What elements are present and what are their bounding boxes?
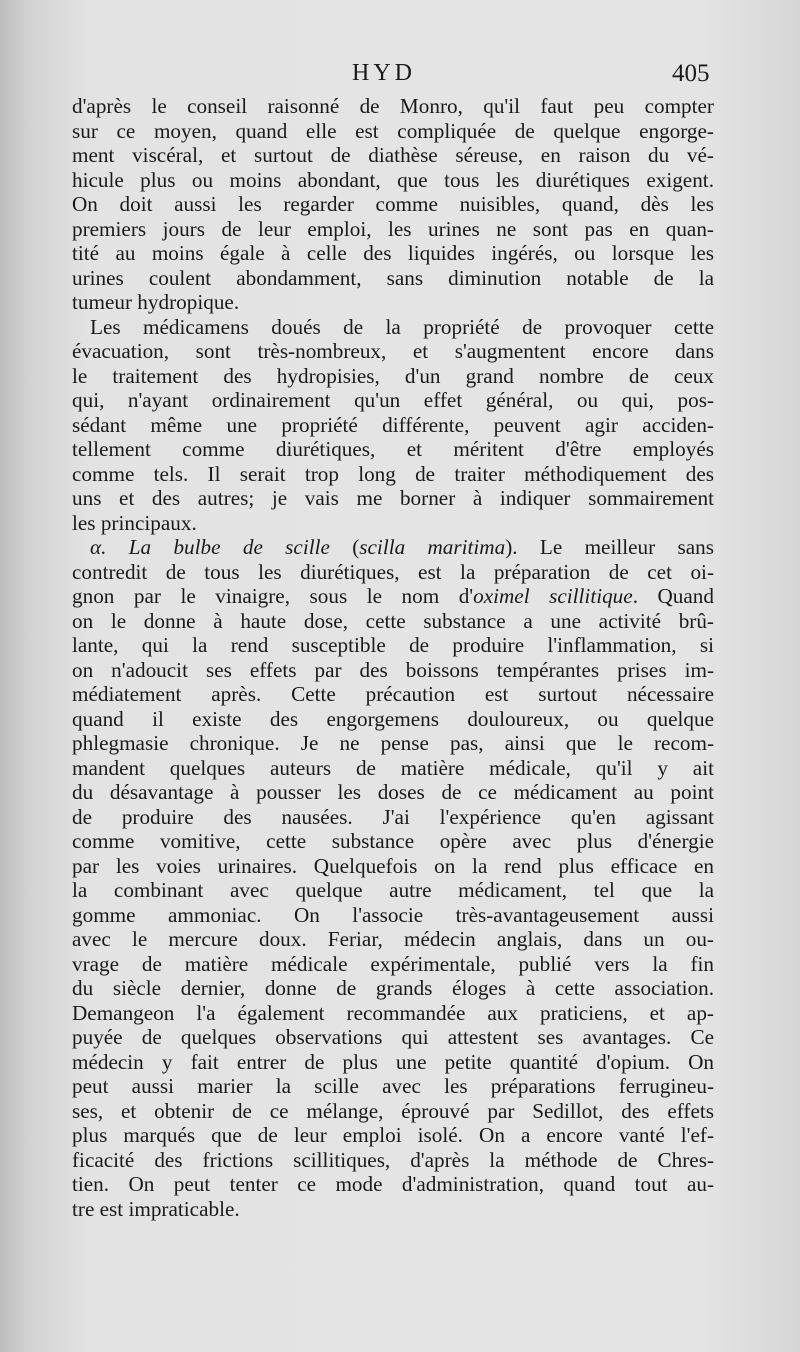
text-line: Demangeon l'a également recommandée aux praticiens, et ap- [72, 1000, 714, 1025]
text-line: α. La bulbe de scille (scilla maritima). Le meilleur sans [90, 535, 714, 559]
paragraph-scille [72, 535, 714, 1221]
text-line: uns et des autres; je vais me borner à indiquer sommairement [72, 486, 714, 510]
text-line: lante, qui la rend susceptible de produire l'inflammation, si [72, 633, 714, 657]
text-line: on le donne à haute dose, cette substance a une activité brû- [72, 608, 714, 633]
text-line: ficacité des frictions scillitiques, d'après la méthode de Chres- [72, 1147, 714, 1172]
oximel-term: oximel scillitique [473, 584, 633, 608]
running-head-title: HYD [352, 60, 416, 86]
item-marker: α. [90, 535, 107, 559]
text-line: Les médicamens doués de la propriété de provoquer cette [90, 314, 714, 339]
text-line: urines coulent abondamment, sans diminution notable de la [72, 265, 714, 290]
text-line: puyée de quelques observations qui attestent ses avantages. Ce [72, 1025, 714, 1049]
running-head [0, 60, 800, 94]
text-line: gomme ammoniac. On l'associe très-avantageusement aussi [72, 902, 714, 927]
text-line: premiers jours de leur emploi, les urines ne sont pas en quan- [72, 216, 714, 241]
paragraph-diuretics [72, 315, 714, 536]
text-line: mandent quelques auteurs de matière médicale, qu'il y ait [72, 755, 714, 780]
text-line: du désavantage à pousser les doses de ce médicament au point [72, 780, 714, 804]
text-line: phlegmasie chronique. Je ne pense pas, ainsi que le recom- [72, 731, 714, 755]
text-line: tumeur hydropique. [72, 290, 240, 314]
text-line: tellement comme diurétiques, et méritent d'être employés [72, 437, 714, 461]
text-line: ses, et obtenir de ce mélange, éprouvé par Sedillot, des effets [72, 1098, 714, 1123]
text-line: d'après le conseil raisonné de Monro, qu'il faut peu compter [72, 94, 714, 118]
text-line: par les voies urinaires. Quelquefois on la rend plus efficace en [72, 853, 714, 878]
text-line: comme vomitive, cette substance opère avec plus d'énergie [72, 829, 714, 853]
text-line: On doit aussi les regarder comme nuisibles, quand, dès les [72, 192, 714, 216]
text-line: tité au moins égale à celle des liquides ingérés, ou lorsque les [72, 241, 714, 265]
text-line: tien. On peut tenter ce mode d'administration, quand tout au- [72, 1172, 714, 1196]
text-line: de produire des nausées. J'ai l'expérience qu'en agissant [72, 804, 714, 829]
text-line: comme tels. Il serait trop long de traiter méthodiquement des [72, 461, 714, 486]
text-line: tre est impraticable. [72, 1196, 240, 1221]
text-line: du siècle dernier, donne de grands éloges à cette association. [72, 976, 714, 1000]
text-line: évacuation, sont très-nombreux, et s'augmentent encore dans [72, 339, 714, 363]
text-line: le traitement des hydropisies, d'un grand nombre de ceux [72, 363, 714, 388]
text-line: vrage de matière médicale expérimentale, publié vers la fin [72, 951, 714, 976]
text-line: peut aussi marier la scille avec les préparations ferrugineu- [72, 1074, 714, 1098]
text-line: sur ce moyen, quand elle est compliquée de quelque engorge- [72, 118, 714, 143]
item-latin-name: scilla maritima [359, 535, 506, 559]
item-title: La bulbe de scille [128, 535, 330, 559]
text-line: ment viscéral, et surtout de diathèse séreuse, en raison du vé- [72, 143, 714, 167]
text-line: hicule plus ou moins abondant, que tous les diurétiques exigent. [72, 167, 714, 192]
body-text [72, 94, 714, 1221]
text-line: médiatement après. Cette précaution est surtout nécessaire [72, 682, 714, 706]
text-line: qui, n'ayant ordinairement qu'un effet général, ou qui, pos- [72, 388, 714, 412]
text-line: les principaux. [72, 510, 197, 535]
text-line: contredit de tous les diurétiques, est la préparation de cet oi- [72, 559, 714, 584]
text-line: médecin y fait entrer de plus une petite quantité d'opium. On [72, 1049, 714, 1074]
text-line: la combinant avec quelque autre médicament, tel que la [72, 878, 714, 902]
text-line: on n'adoucit ses effets par des boissons tempérantes prises im- [72, 657, 714, 682]
text-line: quand il existe des engorgemens douloureux, ou quelque [72, 706, 714, 731]
text-line: plus marqués que de leur emploi isolé. On a encore vanté l'ef- [72, 1123, 714, 1147]
text-line: gnon par le vinaigre, sous le nom d'oximel scillitique. Quand [72, 584, 714, 608]
text-line: avec le mercure doux. Feriar, médecin anglais, dans un ou- [72, 927, 714, 951]
paragraph-continuation [72, 94, 714, 315]
text-line: sédant même une propriété différente, peuvent agir acciden- [72, 412, 714, 437]
page-number: 405 [672, 60, 710, 87]
